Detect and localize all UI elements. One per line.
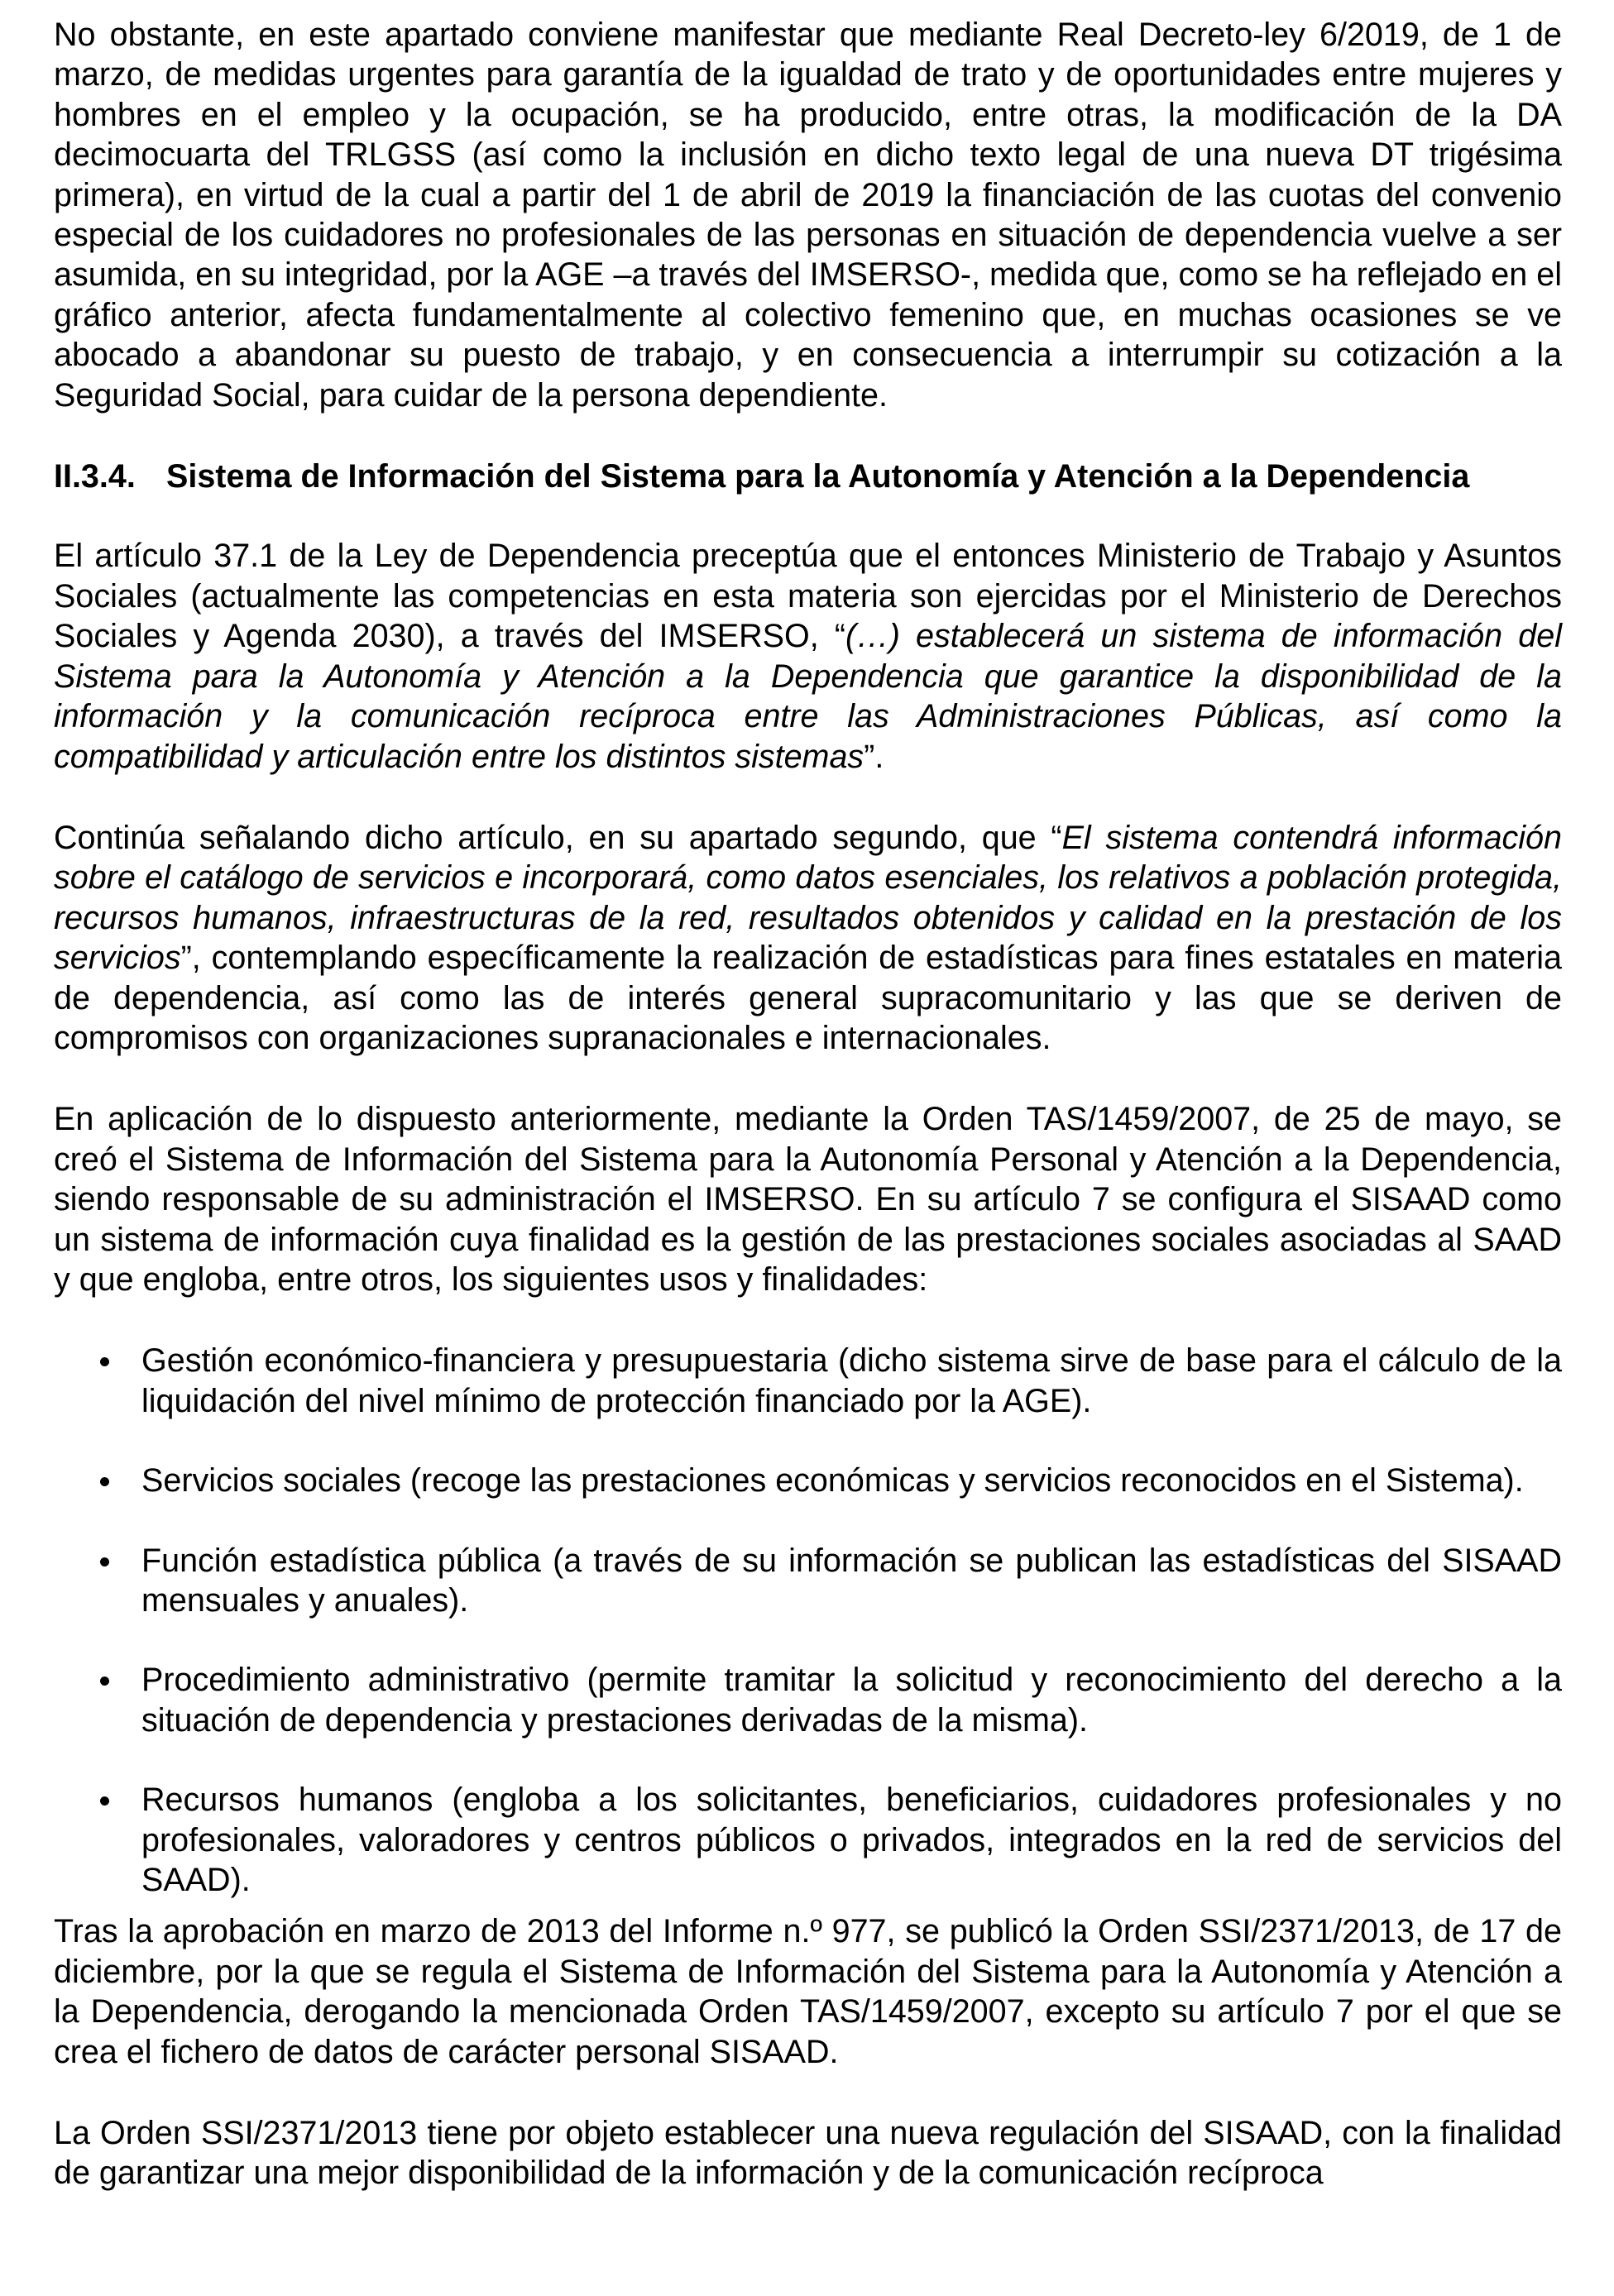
- list-item: [54, 1341, 1562, 1421]
- list-item-text: Recursos humanos (engloba a los solicitantes, beneficiarios, cuidadores profesionales y no profesionales, valoradores y centros públicos o privados, integrados en la red de servicios del SAAD).: [141, 1782, 1562, 1899]
- document-page: [54, 15, 1562, 2235]
- paragraph-apartado-segundo: [54, 818, 1562, 1058]
- paragraph-lead: Continúa señalando dicho artículo, en su apartado segundo, que “: [54, 819, 1062, 856]
- paragraph-tail: ”, contemplando específicamente la realización de estadísticas para fines estatales en materia de dependencia, así como las de interés general supracomunitario y las que se deriven de compromisos con organizaciones supranacionales e internacionales.: [54, 940, 1562, 1056]
- paragraph-orden-tas: En aplicación de lo dispuesto anteriormente, mediante la Orden TAS/1459/2007, de 25 de mayo, se creó el Sistema de Información del Sistema para la Autonomía Personal y Atención a la Dependencia, siendo responsable de su administración el IMSERSO. En su artículo 7 se configura el SISAAD como un sistema de información cuya finalidad es la gestión de las prestaciones sociales asociadas al SAAD y que engloba, entre otros, los siguientes usos y finalidades:: [54, 1101, 1562, 1298]
- paragraph-orden-ssi-publicacion: Tras la aprobación en marzo de 2013 del Informe n.º 977, se publicó la Orden SSI/2371/2013, de 17 de diciembre, por la que se regula el Sistema de Información del Sistema para la Autonomía y Atención a la Dependencia, derogando la mencionada Orden TAS/1459/2007, excepto su artículo 7 por el que se crea el fichero de datos de carácter personal SISAAD.: [54, 1913, 1562, 2070]
- paragraph-real-decreto: No obstante, en este apartado conviene manifestar que mediante Real Decreto-ley 6/2019, de 1 de marzo, de medidas urgentes para garantía de la igualdad de trato y de oportunidades entre mujeres y hombres en el empleo y la ocupación, se ha producido, entre otras, la modificación de la DA decimocuarta del TRLGSS (así como la inclusión en dicho texto legal de una nueva DT trigésima primera), en virtud de la cual a partir del 1 de abril de 2019 la financiación de las cuotas del convenio especial de los cuidadores no profesionales de las personas en situación de dependencia vuelve a ser asumida, en su integridad, por la AGE –a través del IMSERSO-, medida que, como se ha reflejado en el gráfico anterior, afecta fundamentalmente al colectivo femenino que, en muchas ocasiones se ve abocado a abandonar su puesto de trabajo, y en consecuencia a interrumpir su cotización a la Seguridad Social, para cuidar de la persona dependiente.: [54, 17, 1562, 414]
- section-title: Sistema de Información del Sistema para la Autonomía y Atención a la Dependencia: [166, 458, 1470, 495]
- bullet-icon: [100, 1677, 109, 1686]
- list-item: [54, 1541, 1562, 1621]
- list-item-text: Servicios sociales (recoge las prestaciones económicas y servicios reconocidos en el Sistema).: [141, 1462, 1524, 1500]
- list-item-text: Función estadística pública (a través de su información se publican las estadísticas del SISAAD mensuales y anuales).: [141, 1542, 1562, 1619]
- section-heading: [54, 457, 1562, 496]
- paragraph-orden-ssi-objeto: La Orden SSI/2371/2013 tiene por objeto establecer una nueva regulación del SISAAD, con la finalidad de garantizar una mejor disponibilidad de la información y de la comunicación recíproca: [54, 2115, 1562, 2192]
- bullet-icon: [100, 1796, 109, 1806]
- bullet-icon: [100, 1557, 109, 1567]
- list-item: [54, 1461, 1562, 1500]
- paragraph-lead: El artículo 37.1 de la Ley de Dependencia preceptúa que el entonces Ministerio de Trabajo y Asuntos Sociales (actualmente las competencias en esta materia son ejercidas por el Ministerio de Derechos Sociales y Agenda 2030), a través del IMSERSO, “: [54, 538, 1562, 655]
- paragraph-articulo-37: [54, 536, 1562, 776]
- bullet-icon: [100, 1477, 109, 1486]
- list-item: [54, 1780, 1562, 1900]
- paragraph-tail: ”.: [864, 738, 884, 775]
- list-item: [54, 1660, 1562, 1740]
- list-item-text: Gestión económico-financiera y presupuestaria (dicho sistema sirve de base para el cálculo de la liquidación del nivel mínimo de protección financiado por la AGE).: [141, 1342, 1562, 1419]
- list-item-text: Procedimiento administrativo (permite tramitar la solicitud y reconocimiento del derecho a la situación de dependencia y prestaciones derivadas de la misma).: [141, 1662, 1562, 1739]
- uses-list: [54, 1341, 1562, 1900]
- paragraph-quote: El sistema contendrá información sobre el catálogo de servicios e incorporará, como datos esenciales, los relativos a población protegida, recursos humanos, infraestructuras de la red, resultados obtenidos y calidad en la prestación de los servicios: [54, 819, 1562, 977]
- paragraph-quote: (…) establecerá un sistema de información del Sistema para la Autonomía y Atención a la Dependencia que garantice la disponibilidad de la información y la comunicación recíproca entre las Administraciones Públicas, así como la compatibilidad y articulación entre los distintos sistemas: [54, 618, 1562, 775]
- bullet-icon: [100, 1357, 109, 1366]
- section-number: II.3.4.: [54, 458, 136, 495]
